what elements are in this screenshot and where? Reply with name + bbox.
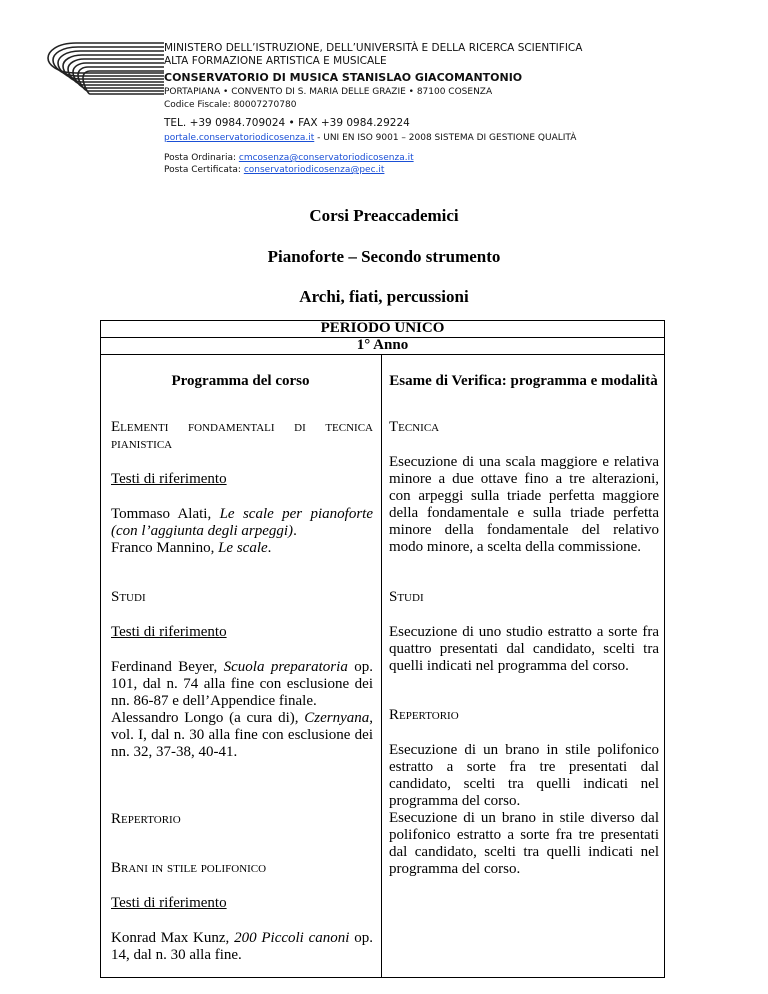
mail-label: Posta Ordinaria: bbox=[164, 153, 239, 163]
section-tecnica-ref: Testi di riferimento bbox=[111, 471, 227, 487]
exam-tecnica-text: Esecuzione di una scala maggiore e relativa minore a due ottave fino a tre alterazioni, con arpeggi sulla triade perfetta maggiore della fondamentale e sulla triade perfetta minore della fondamentale del relativo modo minore, a scelta della commissione. bbox=[389, 454, 659, 555]
pec-label: Posta Certificata: bbox=[164, 165, 244, 175]
section-tecnica-title: Elementi fondamentali di tecnica pianistica bbox=[111, 419, 373, 452]
exam-repertorio-title: Repertorio bbox=[389, 707, 459, 723]
portal-link[interactable]: portale.conservatoriodicosenza.it bbox=[164, 133, 315, 143]
text-alati: Tommaso Alati, Le scale per pianoforte (con l’aggiunta degli arpeggi). bbox=[111, 506, 373, 539]
section-polifonico-ref: Testi di riferimento bbox=[111, 895, 227, 911]
exam-studi-title: Studi bbox=[389, 589, 424, 605]
section-polifonico-title: Brani in stile polifonico bbox=[111, 860, 267, 876]
phone-fax: TEL. +39 0984.709024 • FAX +39 0984.29224 bbox=[164, 117, 410, 129]
col-left-header: Programma del corso bbox=[171, 373, 310, 389]
section-studi-title: Studi bbox=[111, 589, 146, 605]
column-divider bbox=[381, 355, 382, 978]
exam-tecnica-title: Tecnica bbox=[389, 419, 440, 435]
period-label: PERIODO UNICO bbox=[320, 320, 445, 336]
section-studi-ref: Testi di riferimento bbox=[111, 624, 227, 640]
left-column bbox=[111, 419, 373, 964]
ministry-line-2: ALTA FORMAZIONE ARTISTICA E MUSICALE bbox=[164, 55, 387, 67]
pec-line bbox=[164, 164, 384, 177]
table-divider-2 bbox=[100, 354, 665, 355]
section-repertorio-title: Repertorio bbox=[111, 811, 181, 827]
title-corsi: Corsi Preaccademici bbox=[309, 206, 459, 225]
exam-repertorio-text-1: Esecuzione di un brano in stile polifonico estratto a sorte fra tre presentati dal candidato, scelti tra quelli indicati nel programma del corso. bbox=[389, 742, 659, 809]
text-beyer: Ferdinand Beyer, Scuola preparatoria op. 101, dal n. 74 alla fine con esclusione dei nn. 86-87 e dell’Appendice finale. bbox=[111, 659, 373, 709]
fiscal-code: Codice Fiscale: 80007270780 bbox=[164, 100, 297, 110]
col-right-header: Esame di Verifica: programma e modalità bbox=[389, 373, 658, 389]
institution-name: CONSERVATORIO DI MUSICA STANISLAO GIACOMANTONIO bbox=[164, 71, 523, 84]
pec-link[interactable]: conservatoriodicosenza@pec.it bbox=[243, 165, 385, 175]
exam-studi-text: Esecuzione di uno studio estratto a sorte fra quattro presentati dal candidato, scelti tra quelli indicati nel programma del corso. bbox=[389, 624, 659, 674]
ministry-line-1: MINISTERO DELL’ISTRUZIONE, DELL’UNIVERSITÀ E DELLA RICERCA SCIENTIFICA bbox=[164, 42, 583, 54]
text-kunz: Konrad Max Kunz, 200 Piccoli canoni op. 14, dal n. 30 alla fine. bbox=[111, 930, 373, 963]
conservatory-logo bbox=[46, 40, 164, 100]
year-label: 1° Anno bbox=[356, 337, 409, 353]
mail-link[interactable]: cmcosenza@conservatoriodicosenza.it bbox=[238, 153, 414, 163]
text-longo: Alessandro Longo (a cura di), Czernyana, vol. I, dal n. 30 alla fine con esclusione dei nn. 32, 37-38, 40-41. bbox=[111, 710, 373, 760]
exam-repertorio-text-2: Esecuzione di un brano in stile diverso dal polifonico estratto a sorte fra tre presentati dal candidato, scelti tra quelli indicati nel programma del corso. bbox=[389, 810, 659, 877]
institution-address: PORTAPIANA • CONVENTO DI S. MARIA DELLE GRAZIE • 87100 COSENZA bbox=[164, 87, 493, 97]
right-column bbox=[389, 419, 659, 878]
text-mannino: Franco Mannino, Le scale. bbox=[111, 540, 272, 556]
portal-line bbox=[164, 132, 576, 145]
title-archi: Archi, fiati, percussioni bbox=[299, 287, 469, 306]
quality-text: - UNI EN ISO 9001 – 2008 SISTEMA DI GESTIONE QUALITÀ bbox=[314, 133, 577, 143]
title-pianoforte: Pianoforte – Secondo strumento bbox=[267, 247, 501, 266]
